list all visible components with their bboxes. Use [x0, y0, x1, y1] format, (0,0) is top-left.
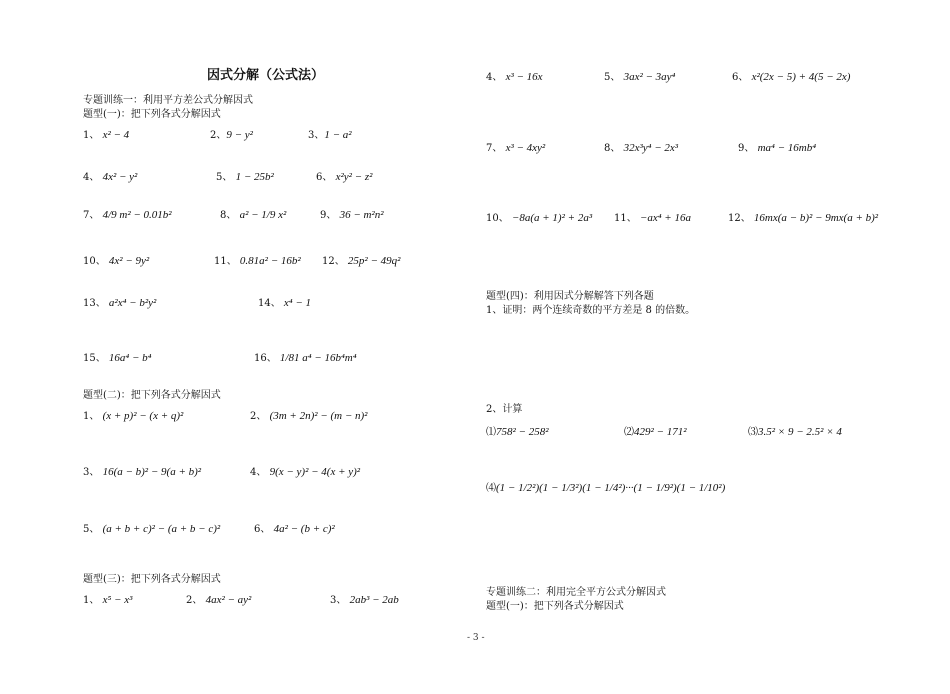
problem: 4、 x³ − 16x — [486, 71, 543, 83]
problem: 2、 (3m + 2n)² − (m − n)² — [250, 410, 368, 422]
training-2-heading: 专题训练二：利用完全平方公式分解因式 — [486, 587, 666, 598]
problem: 8、 32x³y⁴ − 2x³ — [604, 142, 679, 154]
problem: 4、 9(x − y)² − 4(x + y)² — [250, 466, 361, 478]
problem: 14、 x⁴ − 1 — [258, 297, 312, 309]
proof-question: 1、证明：两个连续奇数的平方差是 8 的倍数。 — [486, 305, 696, 316]
problem: ⑵429² − 171² — [624, 426, 687, 438]
problem: 6、 4a² − (b + c)² — [254, 523, 335, 535]
type-3-heading: 题型(三)：把下列各式分解因式 — [83, 574, 221, 585]
page-number: - 3 - — [467, 633, 485, 643]
problem: 6、 x²y² − z² — [316, 171, 373, 183]
problem: ⑷(1 − 1/2²)(1 − 1/3²)(1 − 1/4²)···(1 − 1/9²)(1 − 1/10²) — [486, 482, 726, 494]
problem: 12、 25p² − 49q² — [322, 255, 401, 267]
problem: 11、 −ax⁴ + 16a — [614, 212, 691, 224]
problem: 15、 16a⁴ − b⁴ — [83, 352, 152, 364]
problem: 12、 16mx(a − b)² − 9mx(a + b)² — [728, 212, 879, 224]
problem: 2、 4ax² − ay² — [186, 594, 252, 606]
problem: 3、 2ab³ − 2ab — [330, 594, 399, 606]
problem: 8、 a² − 1/9 x² — [220, 209, 287, 221]
problem: 9、 36 − m²n² — [320, 209, 384, 221]
problem: 5、 (a + b + c)² − (a + b − c)² — [83, 523, 221, 535]
problem: 3、 16(a − b)² − 9(a + b)² — [83, 466, 202, 478]
problem: 5、 3ax² − 3ay⁴ — [604, 71, 676, 83]
problem: 1、 (x + p)² − (x + q)² — [83, 410, 184, 422]
problem: 4、 4x² − y² — [83, 171, 138, 183]
problem: 7、 x³ − 4xy² — [486, 142, 546, 154]
problem: 10、 4x² − 9y² — [83, 255, 150, 267]
type-1-heading: 题型(一)：把下列各式分解因式 — [83, 109, 221, 120]
problem: ⑴758² − 258² — [486, 426, 549, 438]
calc-heading: 2、计算 — [486, 404, 523, 415]
problem: 5、 1 − 25b² — [216, 171, 274, 183]
type-1b-heading: 题型(一)：把下列各式分解因式 — [486, 601, 624, 612]
problem: 3、1 − a² — [308, 129, 352, 141]
problem: 6、 x²(2x − 5) + 4(5 − 2x) — [732, 71, 851, 83]
problem: 1、 x⁵ − x³ — [83, 594, 133, 606]
problem: 13、 a²x⁴ − b²y² — [83, 297, 157, 309]
type-4-heading: 题型(四)：利用因式分解解答下列各题 — [486, 291, 654, 302]
problem: 11、 0.81a² − 16b² — [214, 255, 301, 267]
training-1-heading: 专题训练一：利用平方差公式分解因式 — [83, 95, 253, 106]
type-2-heading: 题型(二)：把下列各式分解因式 — [83, 390, 221, 401]
problem: ⑶3.5² × 9 − 2.5² × 4 — [748, 426, 842, 438]
problem: 7、 4/9 m² − 0.01b² — [83, 209, 172, 221]
problem: 2、9 − y² — [210, 129, 253, 141]
problem: 16、 1/81 a⁴ − 16b⁴m⁴ — [254, 352, 357, 364]
page-title: 因式分解（公式法） — [207, 68, 325, 83]
problem: 10、 −8a(a + 1)² + 2a³ — [486, 212, 593, 224]
problem: 1、 x² − 4 — [83, 129, 130, 141]
problem: 9、 ma⁴ − 16mb⁴ — [738, 142, 817, 154]
